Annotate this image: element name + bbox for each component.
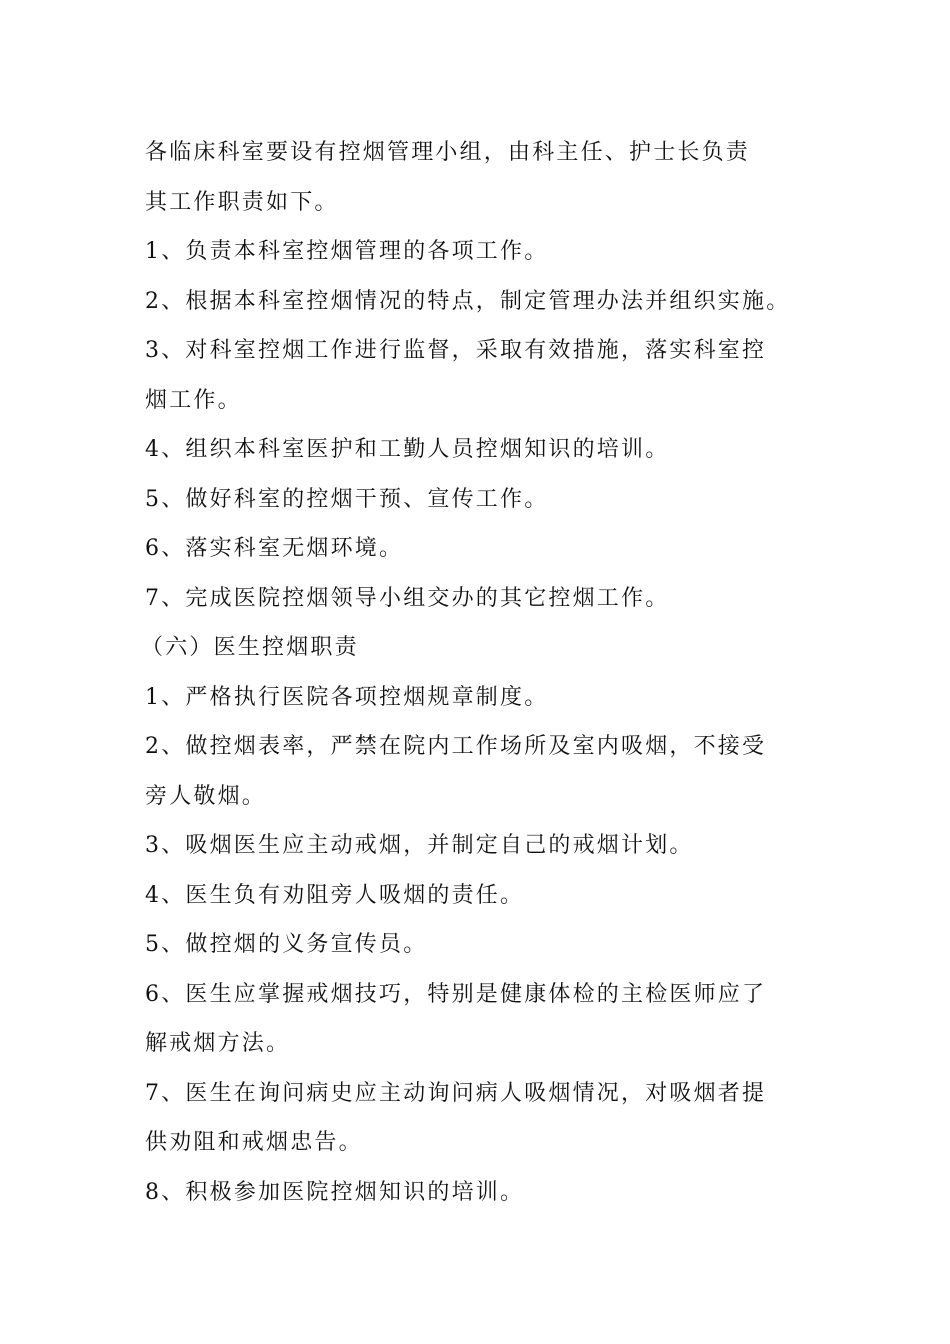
list-item: 5、做控烟的义务宣传员。 xyxy=(145,932,428,957)
list-item: 2、根据本科室控烟情况的特点，制定管理办法并组织实施。 xyxy=(145,288,791,314)
list-item: 5、做好科室的控烟干预、宣传工作。 xyxy=(145,486,549,512)
list-item: 4、组织本科室医护和工勤人员控烟知识的培训。 xyxy=(145,437,670,462)
list-item: 3、对科室控烟工作进行监督，采取有效措施，落实科室控 xyxy=(145,338,767,363)
text-line: 供劝阻和戒烟忠告。 xyxy=(145,1130,363,1155)
document-body xyxy=(141,128,815,1217)
list-item: 6、医生应掌握戒烟技巧，特别是健康体检的主检医师应了 xyxy=(145,981,767,1007)
list-item: 3、吸烟医生应主动戒烟，并制定自己的戒烟计划。 xyxy=(145,833,694,858)
text-line: 烟工作。 xyxy=(145,387,242,413)
text-line: 旁人敬烟。 xyxy=(145,783,267,809)
list-item: 2、做控烟表率，严禁在院内工作场所及室内吸烟，不接受 xyxy=(145,734,767,759)
text-line: 其工作职责如下。 xyxy=(145,189,339,215)
list-item: 1、严格执行医院各项控烟规章制度。 xyxy=(145,684,549,710)
text-line: 各临床科室要设有控烟管理小组，由科主任、护士长负责 xyxy=(145,140,751,165)
list-item: 7、完成医院控烟领导小组交办的其它控烟工作。 xyxy=(145,585,670,611)
list-item: 4、医生负有劝阻旁人吸烟的责任。 xyxy=(145,882,525,908)
text-line: 解戒烟方法。 xyxy=(145,1031,291,1056)
list-item: 6、落实科室无烟环境。 xyxy=(145,536,404,561)
list-item: 8、积极参加医院控烟知识的培训。 xyxy=(145,1179,525,1205)
list-item: 1、负责本科室控烟管理的各项工作。 xyxy=(145,239,549,264)
section-heading: （六）医生控烟职责 xyxy=(141,635,359,660)
list-item: 7、医生在询问病史应主动询问病人吸烟情况，对吸烟者提 xyxy=(145,1080,767,1106)
